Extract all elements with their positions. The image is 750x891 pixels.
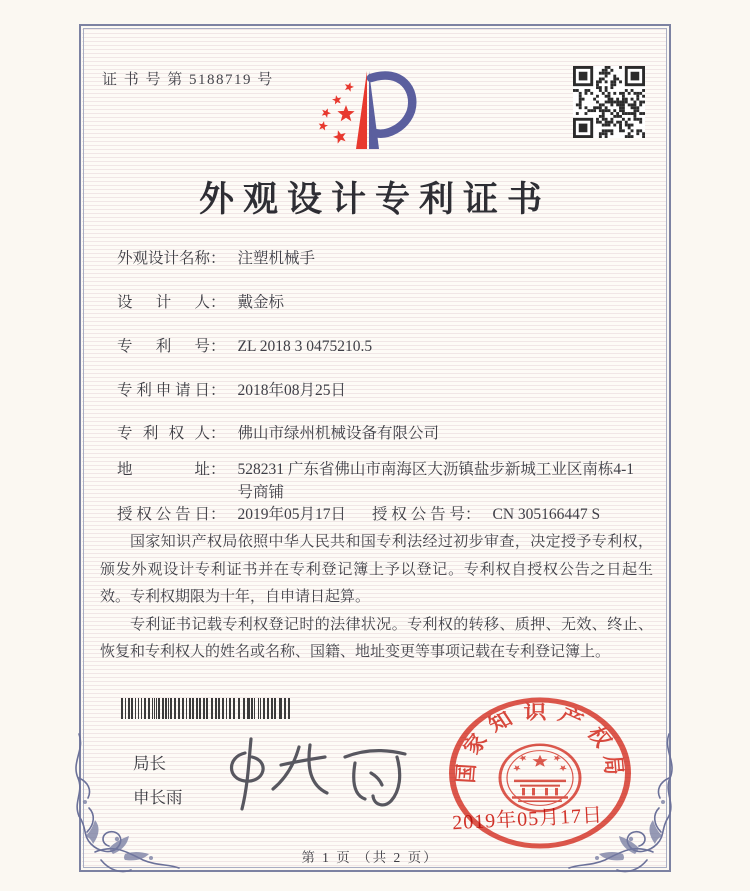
certificate-title: 外观设计专利证书 [198, 180, 551, 219]
field-filing-date [117, 379, 346, 402]
field-value: 528231 广东省佛山市南海区大沥镇盐步新城工业区南栋4-1号商铺 [237, 461, 635, 501]
field-patent-no [117, 335, 372, 358]
handwritten-signature-icon [213, 733, 418, 821]
field-colon: ： [210, 425, 226, 442]
field-label: 授权公告号 [372, 506, 465, 523]
field-value: 注塑机械手 [237, 250, 316, 267]
seal-agency-text: 国家知识产权局 [453, 702, 627, 784]
field-label: 外观设计名称 [117, 250, 211, 267]
field-value: ZL 2018 3 0475210.5 [237, 338, 373, 355]
commissioner-title: 局长 [133, 755, 166, 773]
field-value: 2018年08月25日 [237, 382, 347, 399]
field-grant-no [372, 503, 600, 526]
field-label: 地址 [117, 461, 210, 478]
field-colon: ： [210, 294, 226, 311]
field-value: CN 305166447 S [492, 506, 601, 523]
field-label: 专利权人 [117, 425, 210, 442]
cnipa-logo-icon [293, 56, 457, 164]
field-address [117, 458, 642, 504]
field-colon: ： [210, 382, 226, 399]
commissioner-name: 申长雨 [133, 789, 183, 807]
field-value: 2019年05月17日 [237, 506, 347, 523]
field-colon: ： [210, 250, 226, 267]
page-number: 第 1 页 （共 2 页） [301, 850, 439, 865]
certificate-number: 证 书 号 第 5188719 号 [102, 72, 274, 88]
qr-code-icon [573, 66, 645, 138]
field-label: 授权公告日 [117, 506, 210, 523]
legal-paragraph: 专利证书记载专利权登记时的法律状况。专利权的转移、质押、无效、终止、恢复和专利权人的姓名或名称、国籍、地址变更等事项记载在专利登记簿上。 [100, 616, 653, 660]
field-colon: ： [210, 461, 226, 478]
field-colon: ： [210, 338, 226, 355]
svg-text:国家知识产权局 [452, 701, 627, 783]
field-label: 专利号 [117, 338, 210, 355]
legal-paragraph: 国家知识产权局依照中华人民共和国专利法经过初步审查，决定授予专利权，颁发外观设计专利证书并在专利登记簿上予以登记。专利权自授权公告之日起生效。专利权期限为十年，自申请日起算。 [100, 534, 653, 605]
field-grant-date [117, 506, 346, 523]
field-patentee [117, 422, 439, 445]
field-colon: ： [465, 506, 481, 523]
barcode-icon [121, 698, 293, 719]
field-label: 专利申请日 [117, 382, 210, 399]
seal-date: 2019年05月17日 [451, 804, 604, 835]
field-value: 佛山市绿州机械设备有限公司 [237, 425, 440, 442]
field-grant-row [117, 503, 653, 526]
field-designer [117, 291, 284, 314]
field-colon: ： [210, 506, 226, 523]
field-design-name [117, 247, 315, 270]
legal-text [100, 529, 653, 667]
field-label: 设计人 [117, 294, 210, 311]
field-value: 戴金标 [237, 294, 285, 311]
